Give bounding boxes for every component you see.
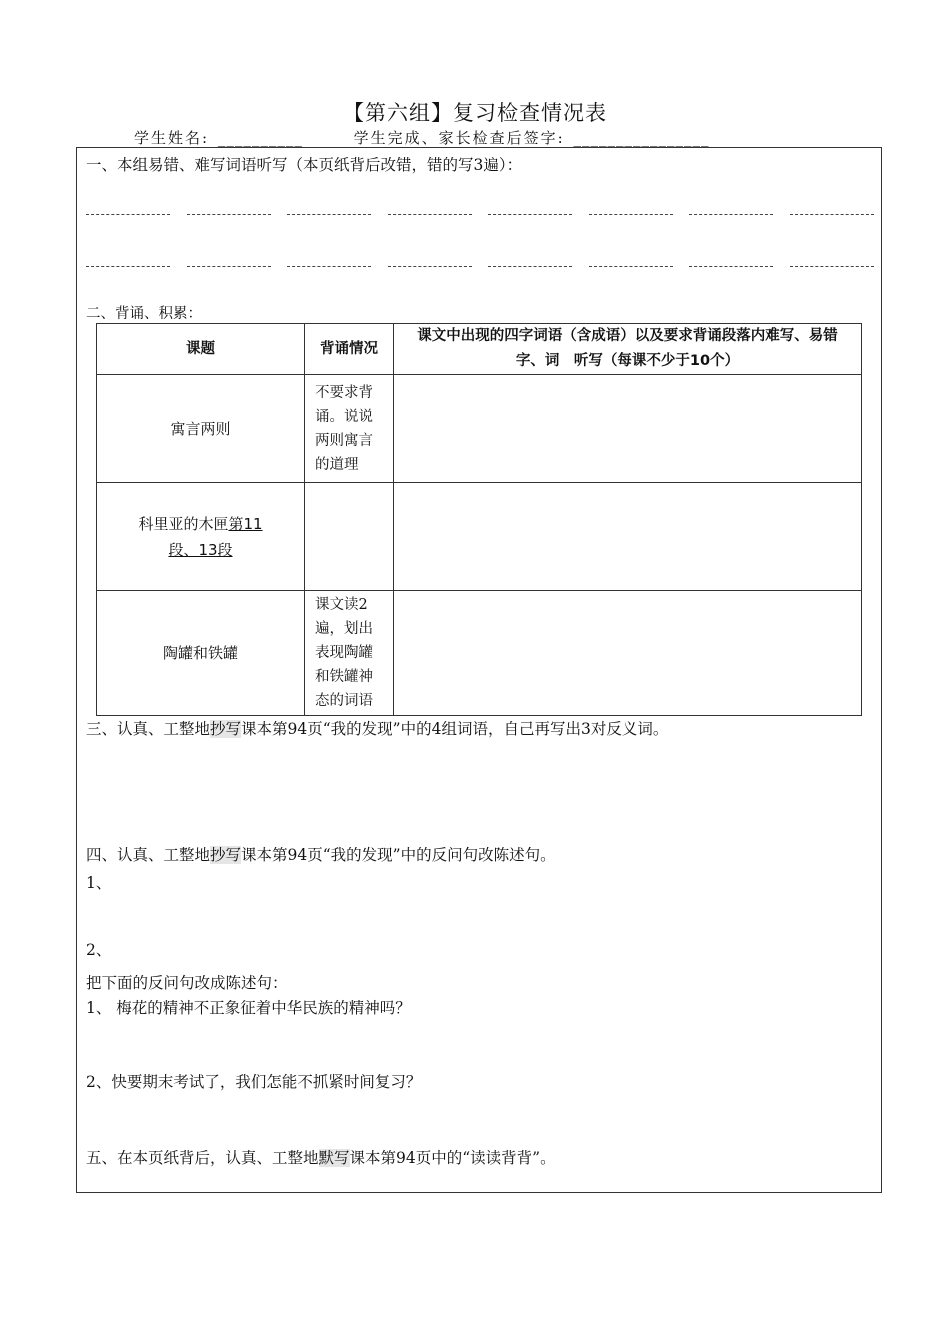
section-5-prefix: 五、在本页纸背后，认真、工整地 — [86, 1149, 319, 1167]
rewrite-question-2: 2、快要期末考试了，我们怎能不抓紧时间复习？ — [86, 1073, 422, 1091]
dictation-blank[interactable] — [790, 214, 874, 215]
section-4-highlight: 抄写 — [210, 846, 242, 864]
dictation-blank[interactable] — [86, 266, 170, 267]
header-words: 课文中出现的四字词语（含成语）以及要求背诵段落内难写、易错字、词 听写（每课不少于10个） — [394, 324, 862, 375]
section-1-heading: 一、本组易错、难写词语听写（本页纸背后改错，错的写3遍）： — [86, 156, 523, 174]
dictation-blank[interactable] — [589, 266, 673, 267]
dictation-blank[interactable] — [589, 214, 673, 215]
dictation-blank[interactable] — [488, 266, 572, 267]
dictation-blank[interactable] — [287, 214, 371, 215]
sign-label: 学生完成、家长检查后签字: — [353, 129, 565, 147]
status-cell — [305, 483, 394, 591]
lesson-cell — [97, 483, 305, 591]
section-4-item-2: 2、 — [86, 941, 112, 959]
section-3-text — [86, 717, 668, 739]
status-cell: 课文读2遍，划出表现陶罐和铁罐神态的词语 — [305, 591, 394, 716]
dictation-blank[interactable] — [488, 214, 572, 215]
dictation-blank[interactable] — [689, 214, 773, 215]
words-cell[interactable] — [394, 591, 862, 716]
dictation-blank[interactable] — [790, 266, 874, 267]
status-cell: 不要求背诵。说说两则寓言的道理 — [305, 375, 394, 483]
section-3-prefix: 三、认真、工整地 — [86, 720, 211, 738]
dictation-blank[interactable] — [86, 214, 170, 215]
header-lesson: 课题 — [97, 324, 305, 375]
section-4-suffix: 课本第94页“我的发现”中的反问句改陈述句。 — [241, 846, 556, 864]
lesson-cell: 寓言两则 — [97, 375, 305, 483]
sign-blank[interactable]: ________________ — [573, 129, 710, 147]
dictation-blank[interactable] — [388, 214, 472, 215]
recitation-table — [96, 323, 862, 716]
section-5-suffix: 课本第94页中的“读读背背”。 — [349, 1149, 556, 1167]
dictation-blank-row-1 — [86, 214, 874, 215]
dictation-blank[interactable] — [187, 214, 271, 215]
table-row — [97, 483, 862, 591]
rewrite-question-1: 1、 梅花的精神不正象征着中华民族的精神吗？ — [86, 999, 411, 1017]
section-5-highlight: 默写 — [318, 1149, 350, 1167]
section-5-text — [86, 1146, 556, 1168]
words-cell[interactable] — [394, 375, 862, 483]
lesson-title: 科里亚的木匣 — [138, 514, 229, 533]
header-status: 背诵情况 — [305, 324, 394, 375]
student-name-blank[interactable]: __________ — [217, 129, 303, 147]
words-cell[interactable] — [394, 483, 862, 591]
lesson-paragraphs: 第11段、13段 — [168, 514, 263, 559]
student-info-line — [134, 127, 709, 148]
dictation-blank[interactable] — [287, 266, 371, 267]
lesson-cell: 陶罐和铁罐 — [97, 591, 305, 716]
dictation-blank[interactable] — [187, 266, 271, 267]
section-2-heading: 二、背诵、积累： — [86, 306, 202, 322]
rewrite-instructions: 把下面的反问句改成陈述句： — [86, 974, 288, 992]
section-3-suffix: 课本第94页“我的发现”中的4组词语，自己再写出3对反义词。 — [241, 720, 669, 738]
table-header-row — [97, 324, 862, 375]
section-4-text — [86, 843, 556, 865]
page-title: 【第六组】复习检查情况表 — [343, 101, 607, 125]
student-name-label: 学生姓名: — [134, 129, 210, 147]
dictation-blank[interactable] — [388, 266, 472, 267]
table-row — [97, 591, 862, 716]
dictation-blank-row-2 — [86, 266, 874, 267]
section-4-prefix: 四、认真、工整地 — [86, 846, 211, 864]
table-row — [97, 375, 862, 483]
section-4-item-1: 1、 — [86, 874, 112, 892]
dictation-blank[interactable] — [689, 266, 773, 267]
section-3-highlight: 抄写 — [210, 720, 242, 738]
